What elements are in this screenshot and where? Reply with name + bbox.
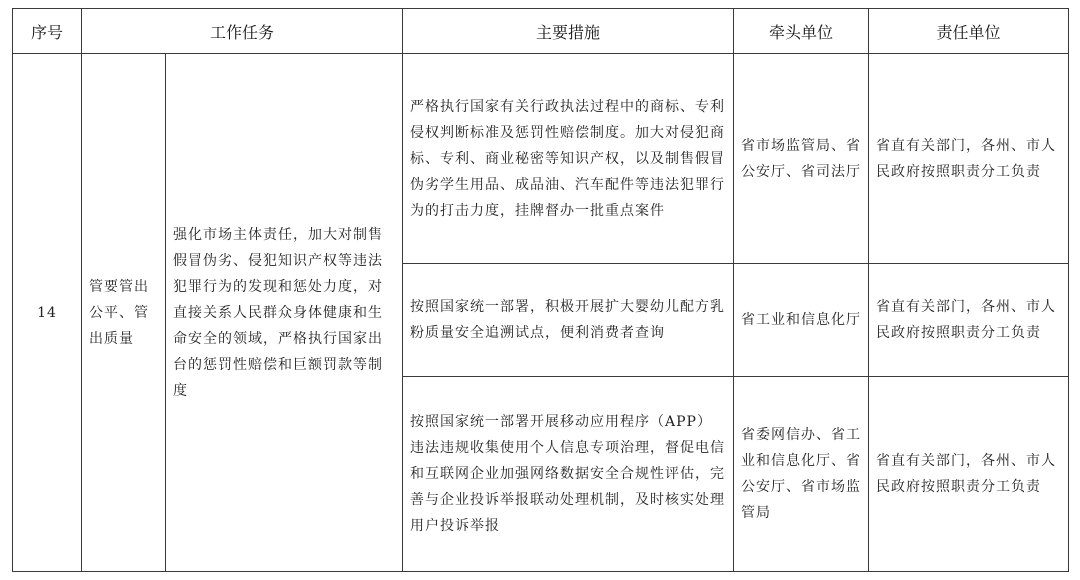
responsible-cell-2: 省直有关部门，各州、市人民政府按照职责分工负责 — [869, 264, 1069, 377]
policy-table — [12, 8, 1069, 572]
lead-cell-1: 省市场监管局、省公安厅、省司法厅 — [734, 54, 869, 264]
header-task: 工作任务 — [82, 9, 403, 54]
measure-cell-3: 按照国家统一部署开展移动应用程序（APP）违法违规收集使用个人信息专项治理，督促电信和互联网企业加强网络数据安全合规性评估，完善与企业投诉举报联动处理机制，及时核实处理用户投诉举报 — [403, 377, 734, 572]
table-row — [13, 54, 1069, 264]
measure-cell-2: 按照国家统一部署，积极开展扩大婴幼儿配方乳粉质量安全追溯试点，便利消费者查询 — [403, 264, 734, 377]
measure-cell-1: 严格执行国家有关行政执法过程中的商标、专利侵权判断标准及惩罚性赔偿制度。加大对侵犯商标、专利、商业秘密等知识产权，以及制售假冒伪劣学生用品、成品油、汽车配件等违法犯罪行为的打击力度，挂牌督办一批重点案件 — [403, 54, 734, 264]
responsible-cell-1: 省直有关部门，各州、市人民政府按照职责分工负责 — [869, 54, 1069, 264]
responsible-cell-3: 省直有关部门，各州、市人民政府按照职责分工负责 — [869, 377, 1069, 572]
policy-table-sheet — [12, 8, 1068, 573]
header-lead: 牵头单位 — [734, 9, 869, 54]
header-responsible: 责任单位 — [869, 9, 1069, 54]
header-row — [13, 9, 1069, 54]
task-short-cell: 管要管出公平、管出质量 — [82, 54, 166, 572]
seq-cell: 14 — [13, 54, 82, 572]
lead-cell-3: 省委网信办、省工业和信息化厅、省公安厅、省市场监管局 — [734, 377, 869, 572]
header-seq: 序号 — [13, 9, 82, 54]
header-measures: 主要措施 — [403, 9, 734, 54]
task-detail-cell: 强化市场主体责任，加大对制售假冒伪劣、侵犯知识产权等违法犯罪行为的发现和惩处力度，对直接关系人民群众身体健康和生命安全的领域，严格执行国家出台的惩罚性赔偿和巨额罚款等制度 — [166, 54, 403, 572]
lead-cell-2: 省工业和信息化厅 — [734, 264, 869, 377]
